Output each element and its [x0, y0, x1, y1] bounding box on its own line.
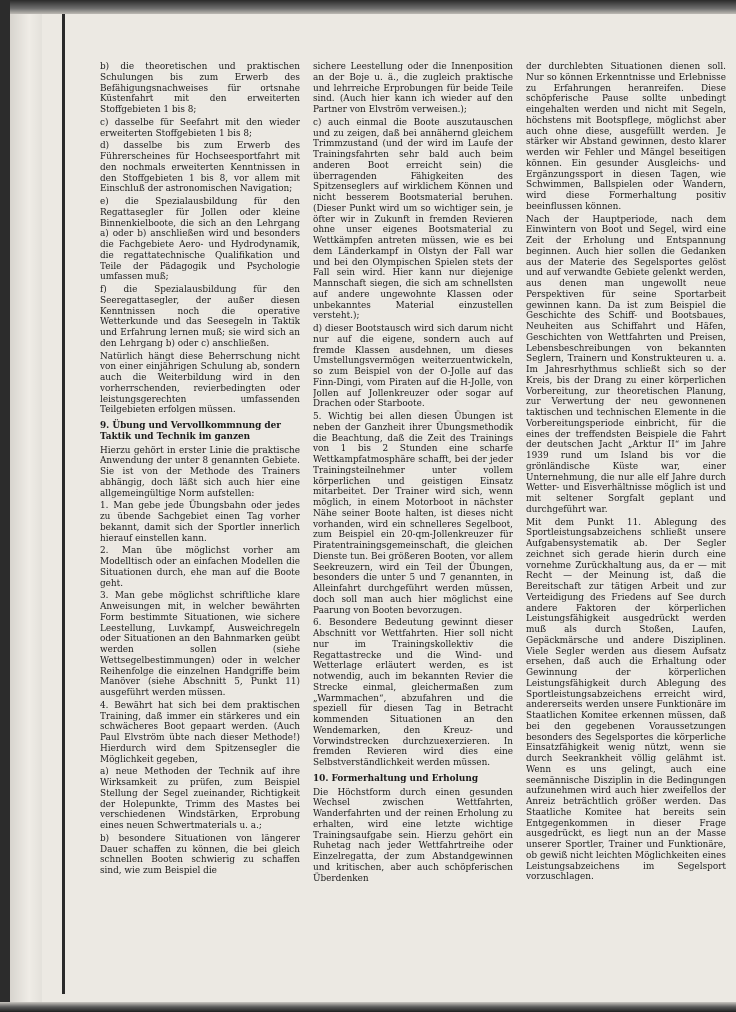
text-column-1 [100, 62, 300, 952]
paragraph: c) auch einmal die Boote auszutauschen und zu zeigen, daß bei annähernd gleichem Trimmzustand (und der wird im Laufe der Trainingsfahrten sehr bald auch beim anderen Boot erreicht sein) die überragenden Fähigkeiten des Spitzenseglers auf wirklichem Können und nicht besserem Bootsmaterial beruhen. (Dieser Punkt wird um so wichtiger sein, je öfter wir in Zukunft in fremden Revieren ohne unser eigenes Bootsmaterial zu Wettkämpfen antreten müssen, wie es bei dem Länderkampf in Olstyn der Fall war und bei den Olympischen Spielen stets der Fall sein wird. Hier kann nur diejenige Mannschaft siegen, die sich am schnellsten auf andere ungewohnte Klassen oder unbekanntes Material einzustellen versteht.); [313, 117, 513, 322]
text-column-2 [313, 62, 513, 952]
document-page [100, 62, 726, 952]
paragraph: a) neue Methoden der Technik auf ihre Wirksamkeit zu prüfen, zum Beispiel Stellung der Segel zueinander, Richtigkeit der Holepunkte, Trimm des Mastes bei verschiedenen Windstärken, Erprobung eines neuen Schwertmaterials u. a.; [100, 767, 300, 831]
paragraph: d) dasselbe bis zum Erwerb des Führerscheines für Hochseesportfahrt mit den nochmals erweiterten Kenntnissen in den Stoffgebieten 1 bis 8, vor allem mit Einschluß der astronomischen Navigation; [100, 141, 300, 195]
paragraph: der durchlebten Situationen dienen soll. Nur so können Erkenntnisse und Erlebnisse zu Erfahrungen heranreifen. Diese schöpferische Pause sollte unbedingt eingehalten werden und nicht mit Segeln, höchstens mit Bootspflege, möglichst aber auch ohne diese, ausgefüllt werden. Je stärker wir Abstand gewinnen, desto klarer werden wir Fehler und Mängel beseitigen können. Ein gesunder Ausgleichs- und Ergänzungssport in diesen Tagen, wie Schwimmen, Ballspielen oder Wandern, wird diese Formerhaltung positiv beeinflussen können. [526, 62, 726, 212]
paragraph: Natürlich hängt diese Beherrschung nicht von einer einjährigen Schulung ab, sondern auch die Weiterbildung wird in den vorherrschenden, revierbedingten oder leistungsgerechten umfassenden Teilgebieten erfolgen müssen. [100, 351, 300, 416]
page-binding [10, 14, 42, 1002]
paragraph: 6. Besondere Bedeutung gewinnt dieser Abschnitt vor Wettfahrten. Hier soll nicht nur im Trainingskollektiv die Regattastrecke und die Wind- und Wetterlage erläutert werden, es ist notwendig, auch im bekannten Revier die Strecke einmal, gleichermaßen zum „Warmmachen“, abzufahren und die speziell für diesen Tag in Betracht kommenden Situationen an den Wendemarken, den Kreuz- und Vorwindstrecken durchzuexerzieren. In fremden Revieren wird dies eine Selbstverständlichkeit werden müssen. [313, 618, 513, 768]
binding-fold-line [62, 14, 65, 994]
paragraph: f) die Spezialausbildung für den Seeregattasegler, der außer diesen Kenntnissen noch die operative Wetterkunde und das Seesegeln in Taktik und Erfahrung lernen muß; sie wird sich an den Lehrgang b) oder c) anschließen. [100, 285, 300, 349]
paragraph: Hierzu gehört in erster Linie die praktische Anwendung der unter 8 genannten Gebiete. Sie ist von der Methode des Trainers abhängig, doch läßt sich auch hier eine allgemeingültige Norm aufstellen: [100, 445, 300, 499]
paragraph: b) besondere Situationen von längerer Dauer schaffen zu können, die bei gleich schnellen Booten schwierig zu schaffen sind, wie zum Beispiel die [100, 833, 300, 876]
paragraph: 3. Man gebe möglichst schriftliche klare Anweisungen mit, in welcher bewährten Form bestimmte Situationen, wie sichere Leestellung, Luvkampf, Ausweichregeln oder Situationen an den Bahnmarken geübt werden sollen (siehe Wettsegelbestimmungen) oder in welcher Reihenfolge die einzelnen Handgriffe beim Manöver (siehe Abschnitt 5, Punkt 11) ausgeführt werden müssen. [100, 591, 300, 698]
section-heading: 9. Übung und Vervollkommnung der Taktik und Technik im ganzen [100, 421, 281, 442]
paragraph: 5. Wichtig bei allen diesen Übungen ist neben der Ganzheit ihrer Übungsmethodik die Beachtung, daß die Zeit des Trainings von 1 bis 2 Stunden eine scharfe Wettkampfatmosphäre schafft, bei der jeder Trainingsteilnehmer unter vollem körperlichen und geistigen Einsatz mitarbeitet. Der Trainer wird sich, wenn möglich, in einem Motorboot in nächster Nähe seiner Boote halten, ist dieses nicht vorhanden, wird ein schnelleres Segelboot, zum Beispiel ein 20-qm-Jollenkreuzer für Piratentrainingsgemeinschaft, die gleichen Dienste tun. Bei größeren Booten, vor allem Seekreuzern, wird ein Teil der Übungen, besonders die unter 5 und 7 genannten, in Alleinfahrt durchgeführt werden müssen, doch soll man auch hier möglichst eine Paarung von Booten bevorzugen. [313, 412, 513, 616]
paragraph: c) dasselbe für Seefahrt mit den wieder erweiterten Stoffgebieten 1 bis 8; [100, 117, 300, 139]
paragraph: 1. Man gebe jede Übungsbahn oder jedes zu übende Sachgebiet einen Tag vorher bekannt, damit sich der Sportler innerlich hierauf einstellen kann. [100, 501, 300, 544]
section-heading: 10. Formerhaltung und Erholung [313, 773, 479, 784]
paragraph: Die Höchstform durch einen gesunden Wechsel zwischen Wettfahrten, Wanderfahrten und der reinen Erholung zu erhalten, wird eine letzte wichtige Trainingsaufgabe sein. Hierzu gehört ein Ruhetag nach jeder Wettfahrtreihe oder Einzelregatta, der zum Abstandgewinnen und kritischen, aber auch schöpferischen Überdenken [313, 787, 513, 884]
paragraph: 2. Man übe möglichst vorher am Modelltisch oder an einfachen Modellen die Situationen durch, ehe man auf die Boote geht. [100, 546, 300, 589]
paragraph: e) die Spezialausbildung für den Regattasegler für Jollen oder kleine Binnenkielboote, die sich an den Lehrgang a) oder b) anschließen wird und besonders die Fachgebiete Aero- und Hydrodynamik, die regattatechnische Qualifikation und Teile der Pädagogik und Psychologie umfassen muß; [100, 197, 300, 283]
scan-top-edge [0, 0, 736, 14]
paragraph: Mit dem Punkt 11. Ablegung des Sportleistungsabzeichens schließt unsere Aufgabensystematik ab. Der Segler zeichnet sich gerade hierin durch eine vornehme Zurückhaltung aus, da er — mit Recht — der Meinung ist, daß die Bereitschaft zur tätigen Arbeit und zur Verteidigung des Friedens auf See durch andere Faktoren der körperlichen Leistungsfähigkeit ausgedrückt werden muß als durch Stoßen, Laufen, Gepäckmärsche und andere Disziplinen. Viele Segler werden aus diesem Aufsatz ersehen, daß auch die Erhaltung oder Gewinnung der körperlichen Leistungsfähigkeit durch Ablegung des Sportleistungsabzeichens erreicht wird, andererseits werden unsere Funktionäre im Staatlichen Komitee erkennen müssen, daß bei den gegebenen Voraussetzungen besonders des Segelsportes die körperliche Einsatzfähigkeit wenig nützt, wenn sie durch Seekrankheit völlig gelähmt ist. Wenn es uns gelingt, auch eine seemännische Disziplin in die Bedingungen aufzunehmen wird auch hier zweifellos der Anreiz beträchtlich größer werden. Das Staatliche Komitee hat bereits sein Entgegenkommen in dieser Frage ausgedrückt, es liegt nun an der Masse unserer Sportler, Trainer und Funktionäre, ob gewiß nicht leichten Möglichkeiten eines Leistungsabzeichens im Segelsport vorzuschlagen. [526, 517, 726, 883]
scan-bottom-edge [0, 1002, 736, 1012]
scan-left-edge [0, 0, 10, 1012]
text-column-3 [526, 62, 726, 952]
paragraph: d) dieser Bootstausch wird sich darum nicht nur auf die eigene, sondern auch auf fremde Klassen ausdehnen, um dieses Umstellungsvermögen weiterzuentwickeln, so zum Beispiel von der O-Jolle auf das Finn-Dingi, vom Piraten auf die H-Jolle, von Jollen auf Jollenkreuzer oder sogar auf Drachen oder Starboote. [313, 324, 513, 410]
paragraph: Nach der Hauptperiode, nach dem Einwintern von Boot und Segel, wird eine Zeit der Erholung und Entspannung beginnen. Auch hier sollen die Gedanken aus der Materie des Segelsportes gelöst und auf verwandte Gebiete gelenkt werden, aus denen man ungewollt neue Perspektiven für seine Sportarbeit gewinnen kann. Da ist zum Beispiel die Geschichte des Schiff- und Bootsbaues, Neuheiten aus Schiffahrt und Häfen, Geschichten von Wettfahrten und Preisen, Lebensbeschreibungen von bekannten Seglern, Trainern und Konstrukteuren u. a. Im Jahresrhythmus schließt sich so der Kreis, bis der Drang zu einer körperlichen Vorbereitung, zur theoretischen Planung, zur Verwertung der neu gewonnenen taktischen und technischen Elemente in die Vorbereitungsperiode einbricht, für die eines der treffendsten Beispiele die Fahrt der deutschen Jacht „Arktur II“ im Jahre 1939 rund um Island bis vor die grönländische Küste war, einer Unternehmung, die nur alle elf Jahre durch Wetter- und Eisverhältnisse möglich ist und mit seltener Sorgfalt geplant und durchgeführt war. [526, 214, 726, 515]
paragraph: 4. Bewährt hat sich bei dem praktischen Training, daß immer ein stärkeres und ein schwächeres Boot gepaart werden. (Auch Paul Elvström übte nach dieser Methode!) Hierdurch wird dem Spitzensegler die Möglichkeit gegeben, [100, 700, 300, 765]
paragraph: b) die theoretischen und praktischen Schulungen bis zum Erwerb des Befähigungsnachweises für ortsnahe Küstenfahrt mit den erweiterten Stoffgebieten 1 bis 8; [100, 62, 300, 115]
paragraph: sichere Leestellung oder die Innenposition an der Boje u. ä., die zugleich praktische und lehrreiche Erprobungen für beide Teile sind. (Auch hier kann ich wieder auf den Partner von Elvström verweisen.); [313, 62, 513, 115]
